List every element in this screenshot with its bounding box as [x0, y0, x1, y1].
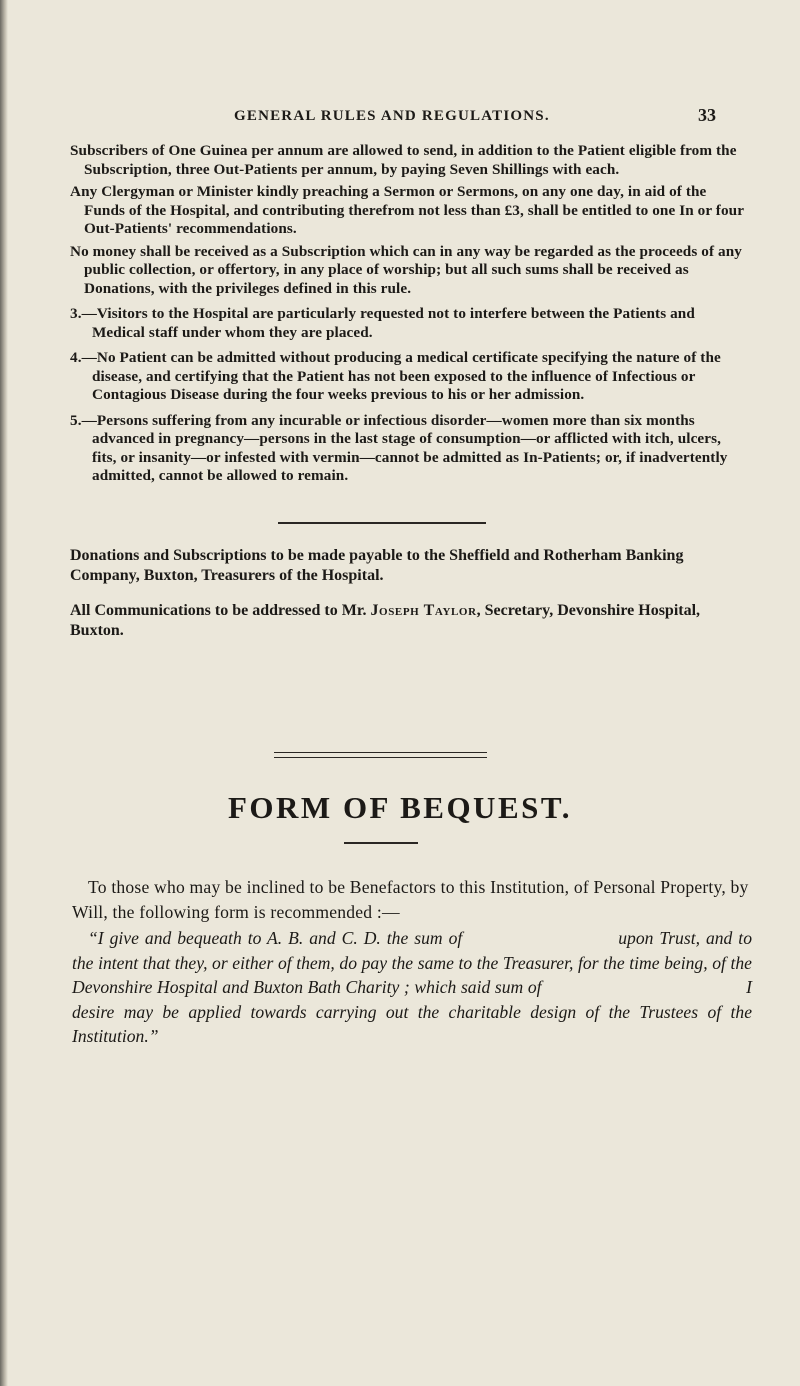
double-divider	[274, 752, 487, 758]
clause-part-1: I give and bequeath to A. B. and C. D. the sum of	[97, 928, 463, 948]
rules-section	[70, 142, 748, 493]
page-number: 33	[698, 105, 716, 125]
bequest-heading: FORM OF BEQUEST.	[228, 790, 572, 825]
communications-text-start: All Communications to be addressed to Mr.	[70, 602, 371, 619]
clergyman-paragraph: Any Clergyman or Minister kindly preaching a Sermon or Sermons, on any one day, in aid of the Funds of the Hospital, and contributing therefrom not less than £3, shall be entitled to one In or four Out-Patients' recommendations.	[70, 183, 744, 237]
bequest-section	[72, 875, 752, 1049]
section-divider	[278, 522, 486, 524]
secretary-name: Joseph Taylor	[370, 602, 477, 619]
rule-5: 5.—Persons suffering from any incurable or infectious disorder—women more than six months advanced in pregnancy—persons in the last stage of consumption—or afflicted with itch, ulcers, fits, or insanity—or infested with vermin—cannot be admitted as In-Patients; or, if inadvertently admitted, cannot be allowed to remain.	[70, 411, 728, 484]
subscribers-paragraph: Subscribers of One Guinea per annum are allowed to send, in addition to the Patient eligible from the Subscription, three Out-Patients per annum, by paying Seven Shillings with each.	[70, 142, 737, 178]
money-paragraph: No money shall be received as a Subscription which can in any way be regarded as the proceeds of any public collection, or offertory, in any place of worship; but all such sums shall be received as Donations, with the privileges defined in this rule.	[70, 242, 742, 297]
clause-part-2: upon Trust, and to the intent that they, or either of them, do pay the same to the Treasurer, for the time being, of the Devonshire Hospital and Buxton Bath Charity ; which said sum of	[72, 928, 752, 997]
rule-4: 4.—No Patient can be admitted without producing a medical certificate specifying the nature of the disease, and certifying that the Patient has not been exposed to the influence of Infectious or Contagious Disease during the four weeks previous to his or her admission.	[70, 349, 721, 403]
rule-3: 3.—Visitors to the Hospital are particularly requested not to interfere between the Patients and Medical staff under whom they are placed.	[70, 305, 695, 341]
running-title: GENERAL RULES AND REGULATIONS.	[234, 108, 550, 124]
bequest-intro: To those who may be inclined to be Benefactors to this Institution, of Personal Property, by Will, the following form is recommended :—	[72, 877, 749, 922]
quote-open: “	[88, 928, 98, 948]
communications-text-end: , Secretary, Devonshire Hospital, Buxton.	[70, 602, 701, 639]
clause-part-3: I desire may be applied towards carrying out the charitable design of the Trustees of the Institution.	[72, 977, 752, 1046]
heading-divider	[344, 842, 418, 844]
bequest-clause	[72, 926, 752, 1049]
quote-close: ”	[148, 1026, 159, 1046]
communications-notice	[70, 601, 750, 641]
notices-section	[70, 546, 750, 656]
donations-notice: Donations and Subscriptions to be made payable to the Sheffield and Rotherham Banking Company, Buxton, Treasurers of the Hospital.	[70, 547, 684, 584]
